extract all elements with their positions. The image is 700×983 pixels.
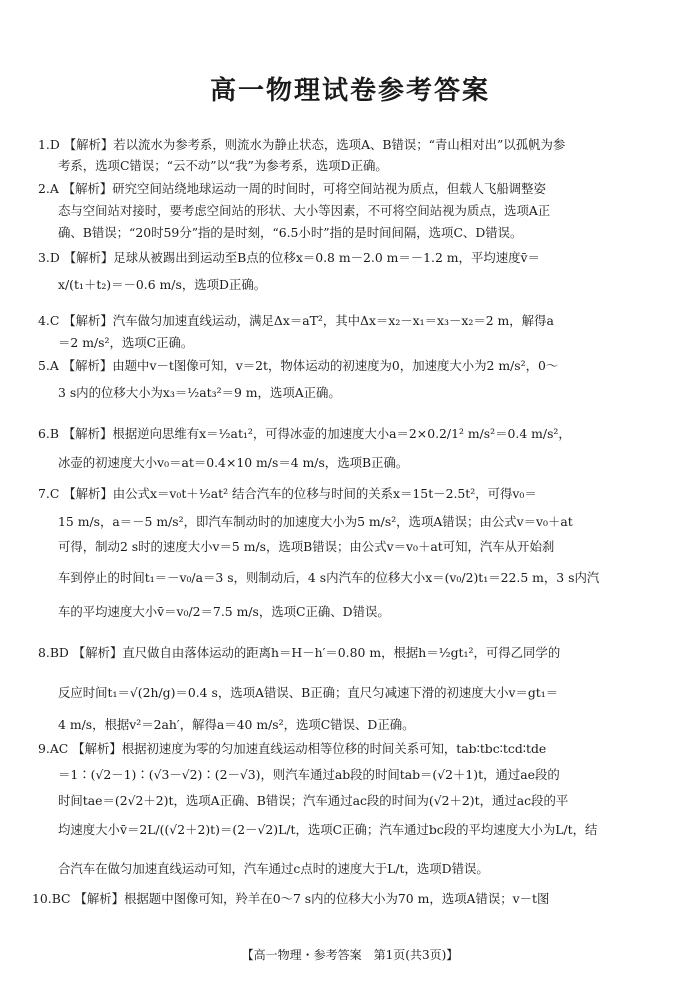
answer-line: 可得，制动2 s时的速度大小v＝5 m/s，选项B错误；由公式v＝v₀＋at可知，汽车从开始刹 [58, 539, 555, 554]
answer-line: ＝2 m/s²，选项C正确。 [58, 335, 194, 350]
answer-line: 3 s内的位移大小为x₃＝½at₃²＝9 m，选项A正确。 [58, 385, 341, 400]
answer-line: 合汽车在做匀加速直线运动可知，汽车通过c点时的速度大于L/t，选项D错误。 [58, 861, 489, 876]
answer-line: 确、B错误；“20时59分”指的是时刻，“6.5小时”指的是时间间隔，选项C、D错误。 [58, 225, 523, 240]
answer-line: 7.C 【解析】由公式x＝v₀t＋½at² 结合汽车的位移与时间的关系x＝15t－2.5t²，可得v₀＝ [38, 486, 537, 501]
answer-line: 5.A 【解析】由题中v－t图像可知，v＝2t，物体运动的初速度为0，加速度大小为2 m/s²，0～ [38, 358, 559, 373]
answer-line: 4 m/s，根据v²＝2ah′，解得a＝40 m/s²，选项C错误、D正确。 [58, 717, 415, 732]
answer-line: 6.B 【解析】根据逆向思维有x＝½at₁²，可得冰壶的加速度大小a＝2×0.2/1² m/s²＝0.4 m/s²， [38, 426, 571, 441]
answer-line: ＝1∶(√2－1)∶(√3－√2)∶(2－√3)，则汽车通过ab段的时间tab＝(√2＋1)t，通过ae段的 [58, 767, 560, 782]
answer-line: 均速度大小v̄＝2L/((√2＋2)t)＝(2－√2)L/t，选项C正确；汽车通过bc段的平均速度大小为L/t，结 [58, 822, 598, 837]
answer-line: 10.BC 【解析】根据题中图像可知，羚羊在0～7 s内的位移大小为70 m，选项A错误；v－t图 [32, 891, 550, 906]
answer-line: 3.D 【解析】足球从被踢出到运动至B点的位移x＝0.8 m－2.0 m＝－1.2 m，平均速度v̄＝ [38, 250, 540, 265]
answer-line: 8.BD 【解析】直尺做自由落体运动的距离h＝H－h′＝0.80 m，根据h＝½gt₁²，可得乙同学的 [38, 645, 561, 660]
answer-line: 态与空间站对接时，要考虑空间站的形状、大小等因素，不可将空间站视为质点，选项A正 [58, 203, 551, 218]
answer-line: 2.A 【解析】研究空间站绕地球运动一周的时间时，可将空间站视为质点，但载人飞船调整姿 [38, 181, 546, 196]
answer-line: 冰壶的初速度大小v₀＝at＝0.4×10 m/s＝4 m/s，选项B正确。 [58, 455, 409, 470]
answer-line: 时间tae＝(2√2＋2)t，选项A正确、B错误；汽车通过ac段的时间为(√2＋2)t，通过ac段的平 [58, 793, 569, 808]
page-footer: 【高一物理・参考答案 第1页(共3页)】 [241, 948, 459, 962]
answer-line: x/(t₁＋t₂)＝－0.6 m/s，选项D正确。 [58, 277, 267, 292]
answer-line: 车到停止的时间t₁＝－v₀/a＝3 s，则制动后，4 s内汽车的位移大小x＝(v₀/2)t₁＝22.5 m，3 s内汽 [58, 570, 600, 585]
answer-line: 1.D 【解析】若以流水为参考系，则流水为静止状态，选项A、B错误；“青山相对出”以孤帆为参 [38, 137, 566, 152]
answer-line: 反应时间t₁＝√(2h/g)＝0.4 s，选项A错误、B正确；直尺匀减速下滑的初速度大小v＝gt₁＝ [58, 685, 559, 700]
page-title: 高一物理试卷参考答案 [209, 76, 490, 106]
answer-line: 9.AC 【解析】根据初速度为零的匀加速直线运动相等位移的时间关系可知，tab∶tbc∶tcd∶tde [38, 741, 547, 756]
answer-line: 考系，选项C错误；“云不动”以“我”为参考系，选项D正确。 [58, 158, 388, 173]
answer-line: 车的平均速度大小v̄＝v₀/2＝7.5 m/s，选项C正确、D错误。 [58, 604, 390, 619]
answer-line: 15 m/s，a＝－5 m/s²，即汽车制动时的加速度大小为5 m/s²，选项A错误；由公式v＝v₀＋at [58, 514, 573, 529]
answer-line: 4.C 【解析】汽车做匀加速直线运动，满足Δx＝aT²，其中Δx＝x₂－x₁＝x₃－x₂＝2 m，解得a [38, 313, 554, 328]
